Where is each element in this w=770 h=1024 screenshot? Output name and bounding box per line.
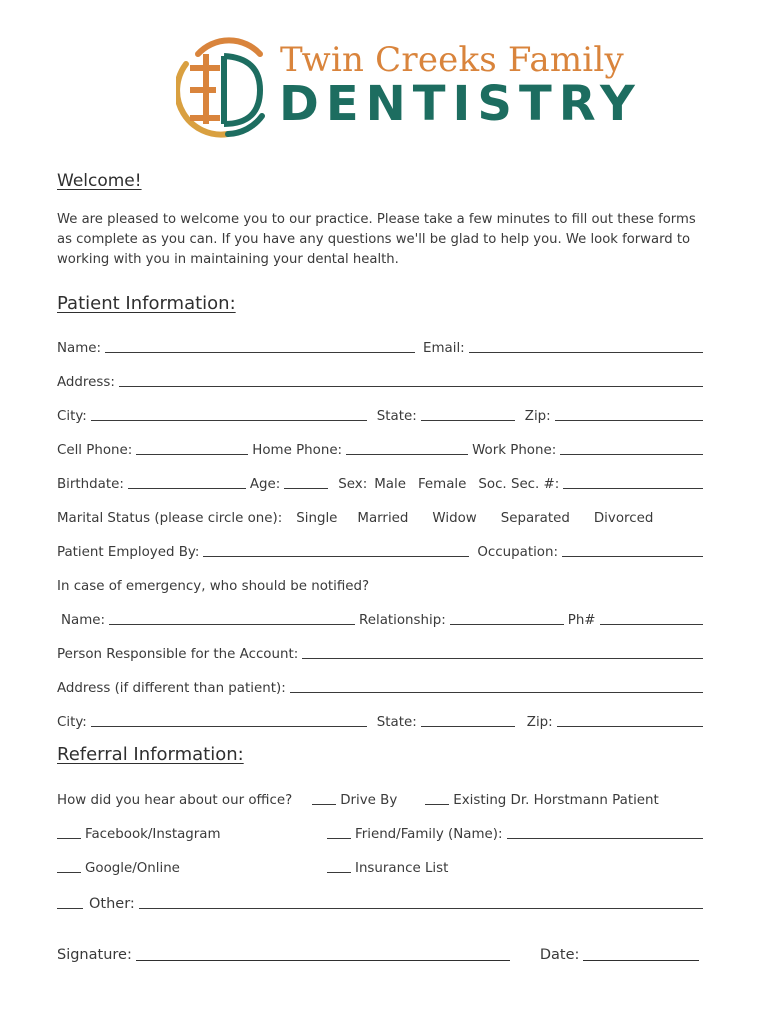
cell-phone-label: Cell Phone:: [57, 443, 133, 458]
facebook-label: Facebook/Instagram: [85, 827, 221, 842]
referral-row-1: [57, 788, 703, 808]
zip-field[interactable]: [555, 407, 703, 421]
city2-label: City:: [57, 715, 87, 730]
state2-label: State:: [376, 715, 417, 730]
date-label: Date:: [539, 947, 580, 963]
marital-divorced[interactable]: Divorced: [593, 511, 654, 526]
birthdate-field[interactable]: [128, 475, 246, 489]
other-label: Other:: [89, 896, 135, 912]
other-checkbox[interactable]: [57, 895, 83, 909]
zip2-label: Zip:: [526, 715, 553, 730]
work-phone-label: Work Phone:: [472, 443, 557, 458]
facebook-checkbox[interactable]: [57, 825, 81, 839]
name-field[interactable]: [105, 339, 415, 353]
occupation-label: Occupation:: [477, 545, 558, 560]
name-label: Name:: [57, 341, 102, 356]
email-field[interactable]: [469, 339, 703, 353]
marital-widow[interactable]: Widow: [432, 511, 477, 526]
ssn-label: Soc. Sec. #:: [478, 477, 560, 492]
signature-field[interactable]: [136, 946, 510, 961]
address-diff-label: Address (if different than patient):: [57, 681, 286, 696]
state-field[interactable]: [421, 407, 515, 421]
marital-married[interactable]: Married: [357, 511, 409, 526]
phone-label: Ph#: [567, 613, 596, 628]
email-label: Email:: [423, 341, 465, 356]
referral-row-3: [57, 856, 703, 876]
zip-label: Zip:: [524, 409, 551, 424]
birthdate-row: [57, 472, 703, 492]
city-state-zip-row-2: [57, 710, 703, 730]
address-diff-row: [57, 676, 703, 696]
city-field[interactable]: [91, 407, 367, 421]
relationship-label: Relationship:: [359, 613, 446, 628]
city-state-zip-row: [57, 404, 703, 424]
address-row: [57, 370, 703, 390]
age-label: Age:: [249, 477, 281, 492]
name-email-row: [57, 336, 703, 356]
emergency-contact-row: [57, 608, 703, 628]
city2-field[interactable]: [91, 713, 367, 727]
state2-field[interactable]: [421, 713, 515, 727]
address-field[interactable]: [119, 373, 703, 387]
work-phone-field[interactable]: [560, 441, 703, 455]
occupation-field[interactable]: [562, 543, 703, 557]
friend-family-name-field[interactable]: [507, 825, 704, 839]
logo-bottom-text: DENTISTRY: [279, 76, 642, 132]
other-field[interactable]: [139, 895, 703, 909]
employed-by-field[interactable]: [203, 543, 469, 557]
sex-female-option[interactable]: Female: [417, 477, 467, 492]
address-diff-field[interactable]: [290, 679, 703, 693]
zip2-field[interactable]: [557, 713, 703, 727]
referral-question: How did you hear about our office?: [57, 793, 293, 808]
marital-separated[interactable]: Separated: [500, 511, 570, 526]
signature-row: [57, 943, 699, 963]
date-field[interactable]: [583, 946, 699, 961]
referral-row-2: [57, 822, 703, 842]
referral-row-other: [57, 892, 703, 912]
emergency-name-label: Name:: [61, 613, 106, 628]
drive-by-checkbox[interactable]: [312, 791, 336, 805]
welcome-paragraph: We are pleased to welcome you to our practice. Please take a few minutes to fill out these forms as complete as you can. If you have any questions we'll be glad to help you. We look forward to working with you in maintaining your dental health.: [57, 212, 696, 267]
age-field[interactable]: [284, 475, 328, 489]
employed-by-label: Patient Employed By:: [57, 545, 200, 560]
emergency-name-field[interactable]: [109, 611, 355, 625]
marital-label: Marital Status (please circle one):: [57, 511, 283, 526]
google-checkbox[interactable]: [57, 859, 81, 873]
referral-heading: Referral Information:: [57, 744, 244, 765]
logo-top-text: Twin Creeks Family: [280, 40, 624, 80]
friend-family-checkbox[interactable]: [327, 825, 351, 839]
welcome-heading: Welcome!: [57, 171, 142, 191]
existing-patient-checkbox[interactable]: [425, 791, 449, 805]
responsible-label: Person Responsible for the Account:: [57, 647, 299, 662]
sex-male-option[interactable]: Male: [374, 477, 406, 492]
responsible-field[interactable]: [302, 645, 703, 659]
employment-row: [57, 540, 703, 560]
responsible-row: [57, 642, 703, 662]
signature-label: Signature:: [57, 947, 132, 963]
phones-row: [57, 438, 703, 458]
emergency-question: In case of emergency, who should be notified?: [57, 579, 370, 594]
relationship-field[interactable]: [450, 611, 564, 625]
logo-mark: [176, 34, 266, 138]
cell-phone-field[interactable]: [136, 441, 248, 455]
patient-info-heading: Patient Information:: [57, 293, 236, 314]
address-label: Address:: [57, 375, 115, 390]
emergency-question-row: [57, 574, 703, 594]
friend-family-label: Friend/Family (Name):: [355, 827, 503, 842]
home-phone-field[interactable]: [346, 441, 468, 455]
insurance-label: Insurance List: [355, 861, 449, 876]
insurance-checkbox[interactable]: [327, 859, 351, 873]
existing-patient-label: Existing Dr. Horstmann Patient: [453, 793, 659, 808]
city-label: City:: [57, 409, 87, 424]
marital-row: [57, 506, 703, 526]
sex-label: Sex:: [338, 477, 368, 492]
ssn-field[interactable]: [563, 475, 703, 489]
birthdate-label: Birthdate:: [57, 477, 124, 492]
marital-single[interactable]: Single: [296, 511, 338, 526]
home-phone-label: Home Phone:: [252, 443, 343, 458]
google-label: Google/Online: [85, 861, 180, 876]
phone-field[interactable]: [600, 611, 703, 625]
state-label: State:: [376, 409, 417, 424]
drive-by-label: Drive By: [340, 793, 398, 808]
